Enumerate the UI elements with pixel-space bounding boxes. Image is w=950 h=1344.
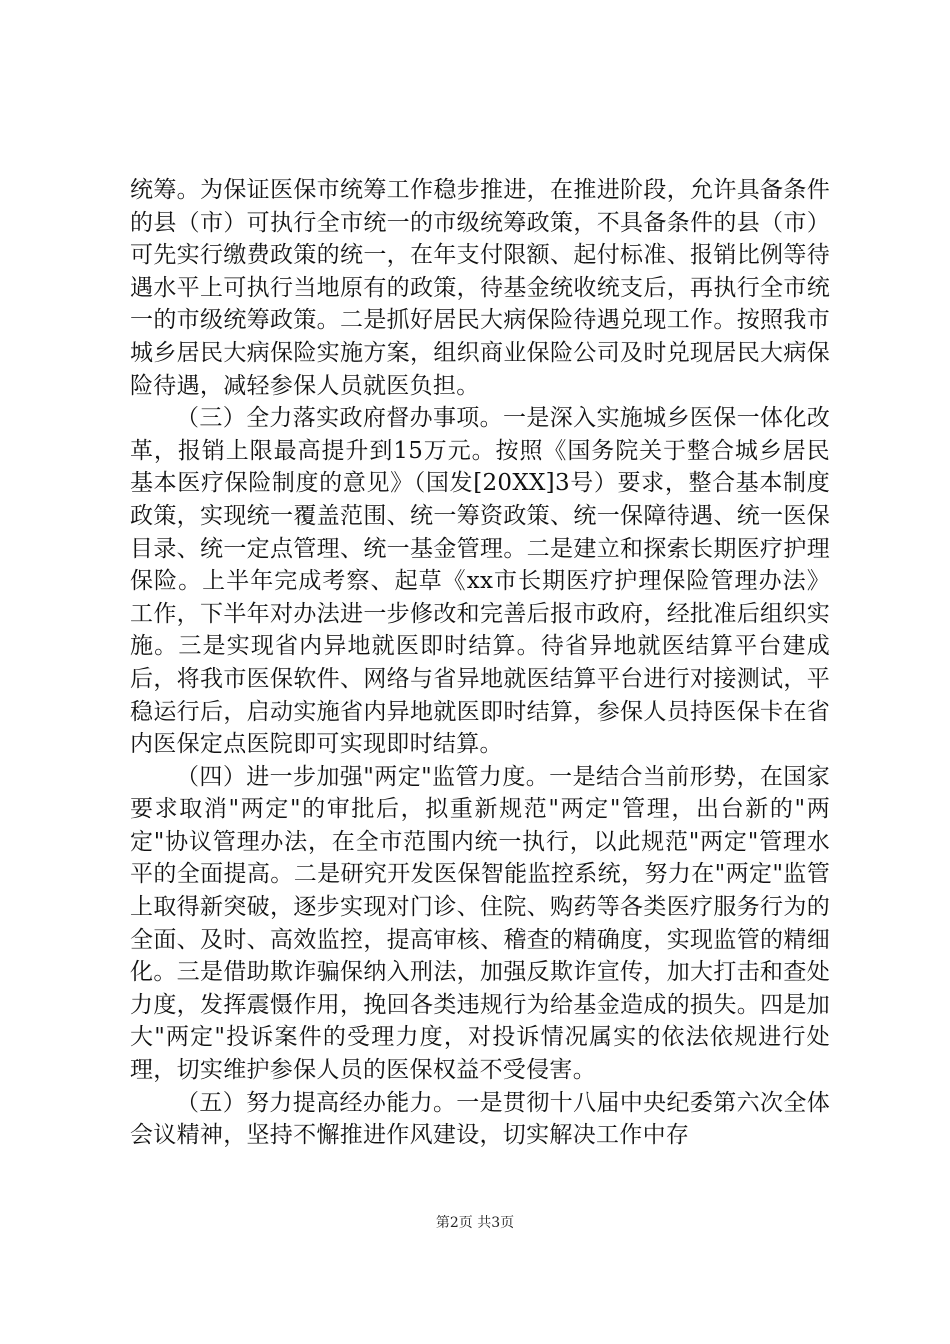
paragraph-4-section-five: （五）努力提高经办能力。一是贯彻十八届中央纪委第六次全体会议精神，坚持不懈推进作风建设，切实解决工作中存 [130,1089,830,1149]
paragraph-1: 统筹。为保证医保市统筹工作稳步推进，在推进阶段，允许具备条件的县（市）可执行全市统一的市级统筹政策，不具备条件的县（市）可先实行缴费政策的统一，在年支付限额、起付标准、报销比例等待遇水平上可执行当地原有的政策，待基金统收统支后，再执行全市统一的市级统筹政策。二是抓好居民大病保险待遇兑现工作。按照我市城乡居民大病保险实施方案，组织商业保险公司及时兑现居民大病保险待遇，减轻参保人员就医负担。 [130,177,830,399]
page-footer: 第2页 共3页 [435,1215,515,1231]
paragraph-2-section-three: （三）全力落实政府督办事项。一是深入实施城乡医保一体化改革，报销上限最高提升到15万元。按照《国务院关于整合城乡居民基本医疗保险制度的意见》（国发[20XX]3号）要求，整合基本制度政策，实现统一覆盖范围、统一筹资政策、统一保障待遇、统一医保目录、统一定点管理、统一基金管理。二是建立和探索长期医疗护理保险。上半年完成考察、起草《xx市长期医疗护理保险管理办法》工作，下半年对办法进一步修改和完善后报市政府，经批准后组织实施。三是实现省内异地就医即时结算。待省异地就医结算平台建成后，将我市医保软件、网络与省异地就医结算平台进行对接测试，平稳运行后，启动实施省内异地就医即时结算，参保人员持医保卡在省内医保定点医院即可实现即时结算。 [130,405,830,758]
paragraph-3-section-four: （四）进一步加强"两定"监管力度。一是结合当前形势，在国家要求取消"两定"的审批后，拟重新规范"两定"管理，出台新的"两定"协议管理办法，在全市范围内统一执行，以此规范"两定"管理水平的全面提高。二是研究开发医保智能监控系统，努力在"两定"监管上取得新突破，逐步实现对门诊、住院、购药等各类医疗服务行为的全面、及时、高效监控，提高审核、稽查的精确度，实现监管的精细化。三是借助欺诈骗保纳入刑法，加强反欺诈宣传，加大打击和查处力度，发挥震慑作用，挽回各类违规行为给基金造成的损失。四是加大"两定"投诉案件的受理力度，对投诉情况属实的依法依规进行处理，切实维护参保人员的医保权益不受侵害。 [130,763,830,1084]
document-body [130,174,830,1152]
